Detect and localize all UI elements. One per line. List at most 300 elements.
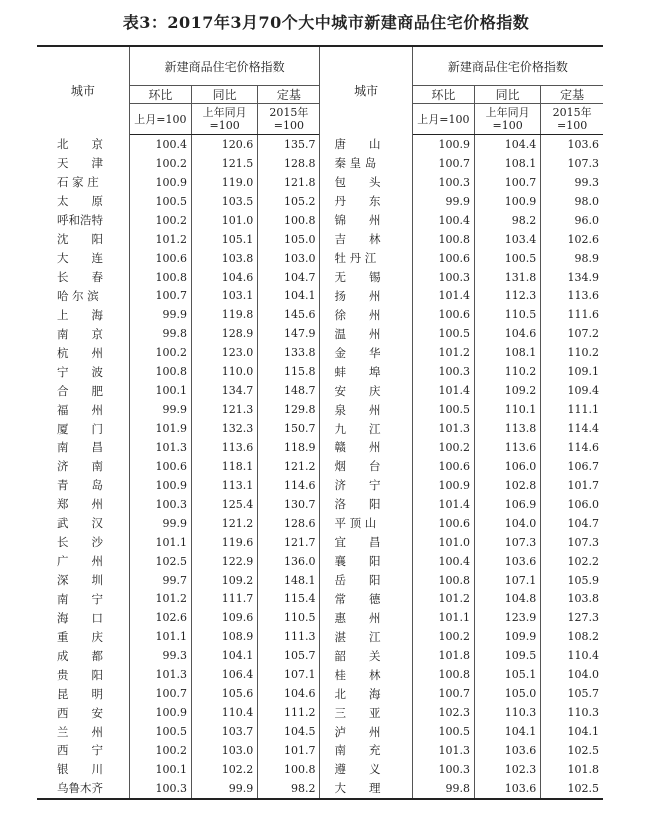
yoy-value-left: 118.1 bbox=[192, 457, 258, 476]
mom-value-left: 99.8 bbox=[129, 324, 191, 343]
fixed-value-right: 106.0 bbox=[541, 495, 603, 514]
mom-value-right: 101.2 bbox=[412, 590, 474, 609]
table-title: 表3：2017年3月70个大中城市新建商品住宅价格指数 bbox=[122, 13, 530, 32]
city-right: 蚌 埠 bbox=[320, 362, 412, 381]
fixed-value-right: 101.7 bbox=[541, 476, 603, 495]
city-right: 锦 州 bbox=[320, 211, 412, 230]
city-left: 西 宁 bbox=[37, 741, 129, 760]
yoy-value-right: 110.2 bbox=[474, 362, 540, 381]
yoy-value-left: 128.9 bbox=[192, 324, 258, 343]
city-left: 石 家 庄 bbox=[37, 173, 129, 192]
table-row bbox=[37, 608, 603, 627]
mom-value-left: 99.9 bbox=[129, 400, 191, 419]
index-group-header-left: 新建商品住宅价格指数 bbox=[129, 46, 320, 86]
mom-value-left: 100.7 bbox=[129, 287, 191, 306]
fixed-value-left: 147.9 bbox=[258, 324, 320, 343]
mom-value-left: 100.9 bbox=[129, 173, 191, 192]
table-row bbox=[37, 495, 603, 514]
mom-value-left: 100.2 bbox=[129, 154, 191, 173]
mom-value-left: 100.1 bbox=[129, 381, 191, 400]
fixed-value-right: 102.6 bbox=[541, 230, 603, 249]
mom-value-left: 101.1 bbox=[129, 533, 191, 552]
fixed-value-right: 134.9 bbox=[541, 268, 603, 287]
fixed-value-left: 135.7 bbox=[258, 135, 320, 154]
yoy-value-right: 109.5 bbox=[474, 646, 540, 665]
yoy-value-right: 104.4 bbox=[474, 135, 540, 154]
yoy-value-right: 106.9 bbox=[474, 495, 540, 514]
table-row bbox=[37, 703, 603, 722]
mom-value-left: 100.3 bbox=[129, 779, 191, 799]
fixed-value-right: 98.0 bbox=[541, 192, 603, 211]
fixed-value-left: 104.6 bbox=[258, 684, 320, 703]
mom-value-left: 101.3 bbox=[129, 438, 191, 457]
mom-value-right: 100.5 bbox=[412, 722, 474, 741]
city-right: 吉 林 bbox=[320, 230, 412, 249]
mom-value-left: 100.9 bbox=[129, 476, 191, 495]
fixed-value-right: 102.5 bbox=[541, 779, 603, 799]
yoy-value-left: 99.9 bbox=[192, 779, 258, 799]
mom-value-left: 100.9 bbox=[129, 703, 191, 722]
yoy-value-left: 125.4 bbox=[192, 495, 258, 514]
yoy-value-right: 108.1 bbox=[474, 343, 540, 362]
yoy-value-left: 121.2 bbox=[192, 514, 258, 533]
table-row bbox=[37, 722, 603, 741]
mom-value-right: 100.8 bbox=[412, 665, 474, 684]
mom-value-left: 100.5 bbox=[129, 722, 191, 741]
fixed-value-left: 111.3 bbox=[258, 627, 320, 646]
yoy-value-left: 106.4 bbox=[192, 665, 258, 684]
yoy-value-left: 109.2 bbox=[192, 571, 258, 590]
mom-header-left: 环比 bbox=[129, 86, 191, 104]
fixed-value-right: 104.0 bbox=[541, 665, 603, 684]
mom-value-right: 101.1 bbox=[412, 608, 474, 627]
fixed-value-right: 105.7 bbox=[541, 684, 603, 703]
fixed-value-left: 98.2 bbox=[258, 779, 320, 799]
fixed-value-left: 104.7 bbox=[258, 268, 320, 287]
mom-value-right: 100.2 bbox=[412, 627, 474, 646]
fixed-value-left: 100.8 bbox=[258, 760, 320, 779]
table-row bbox=[37, 419, 603, 438]
fixed-value-right: 107.3 bbox=[541, 533, 603, 552]
fixed-value-right: 104.1 bbox=[541, 722, 603, 741]
yoy-value-right: 105.0 bbox=[474, 684, 540, 703]
mom-value-right: 100.6 bbox=[412, 249, 474, 268]
mom-value-left: 102.5 bbox=[129, 552, 191, 571]
mom-value-left: 101.2 bbox=[129, 590, 191, 609]
table-row bbox=[37, 173, 603, 192]
mom-value-left: 99.9 bbox=[129, 305, 191, 324]
fixed-value-right: 109.1 bbox=[541, 362, 603, 381]
fixed-value-left: 148.7 bbox=[258, 381, 320, 400]
city-right: 温 州 bbox=[320, 324, 412, 343]
yoy-value-right: 100.9 bbox=[474, 192, 540, 211]
fixed-value-left: 105.7 bbox=[258, 646, 320, 665]
fixed-value-right: 103.8 bbox=[541, 590, 603, 609]
fixed-value-left: 103.0 bbox=[258, 249, 320, 268]
mom-value-left: 100.7 bbox=[129, 684, 191, 703]
table-row bbox=[37, 646, 603, 665]
table-row bbox=[37, 211, 603, 230]
mom-value-left: 99.7 bbox=[129, 571, 191, 590]
fixed-value-right: 111.1 bbox=[541, 400, 603, 419]
city-right: 济 宁 bbox=[320, 476, 412, 495]
city-right: 南 充 bbox=[320, 741, 412, 760]
city-right: 遵 义 bbox=[320, 760, 412, 779]
mom-value-right: 100.4 bbox=[412, 552, 474, 571]
yoy-value-right: 103.6 bbox=[474, 741, 540, 760]
mom-value-left: 100.6 bbox=[129, 249, 191, 268]
fixed-value-left: 114.6 bbox=[258, 476, 320, 495]
city-right: 泉 州 bbox=[320, 400, 412, 419]
mom-value-left: 102.6 bbox=[129, 608, 191, 627]
city-right: 洛 阳 bbox=[320, 495, 412, 514]
yoy-value-right: 110.5 bbox=[474, 305, 540, 324]
city-left: 海 口 bbox=[37, 608, 129, 627]
table-body bbox=[37, 135, 603, 799]
fixed-value-left: 130.7 bbox=[258, 495, 320, 514]
mom-value-right: 100.8 bbox=[412, 230, 474, 249]
fixed-value-left: 128.8 bbox=[258, 154, 320, 173]
city-right: 秦 皇 岛 bbox=[320, 154, 412, 173]
mom-value-left: 100.2 bbox=[129, 343, 191, 362]
fixed-value-left: 145.6 bbox=[258, 305, 320, 324]
yoy-value-left: 113.1 bbox=[192, 476, 258, 495]
yoy-value-left: 103.5 bbox=[192, 192, 258, 211]
fixed-value-right: 98.9 bbox=[541, 249, 603, 268]
mom-value-left: 100.5 bbox=[129, 192, 191, 211]
fixed-value-right: 103.6 bbox=[541, 135, 603, 154]
table-row bbox=[37, 400, 603, 419]
fixed-value-right: 110.4 bbox=[541, 646, 603, 665]
fixed-value-left: 128.6 bbox=[258, 514, 320, 533]
table-row bbox=[37, 438, 603, 457]
city-left: 重 庆 bbox=[37, 627, 129, 646]
city-right: 北 海 bbox=[320, 684, 412, 703]
city-right: 岳 阳 bbox=[320, 571, 412, 590]
fixed-value-left: 121.7 bbox=[258, 533, 320, 552]
city-right: 金 华 bbox=[320, 343, 412, 362]
fixed-value-right: 104.7 bbox=[541, 514, 603, 533]
city-right: 唐 山 bbox=[320, 135, 412, 154]
yoy-value-right: 109.2 bbox=[474, 381, 540, 400]
table-row bbox=[37, 192, 603, 211]
yoy-value-left: 120.6 bbox=[192, 135, 258, 154]
city-right: 韶 关 bbox=[320, 646, 412, 665]
city-left: 兰 州 bbox=[37, 722, 129, 741]
table-row bbox=[37, 287, 603, 306]
table-row bbox=[37, 665, 603, 684]
fixed-value-left: 121.2 bbox=[258, 457, 320, 476]
mom-value-right: 100.5 bbox=[412, 324, 474, 343]
table-row bbox=[37, 552, 603, 571]
mom-value-right: 100.6 bbox=[412, 305, 474, 324]
mom-value-right: 101.4 bbox=[412, 495, 474, 514]
fixed-value-left: 100.8 bbox=[258, 211, 320, 230]
city-right: 泸 州 bbox=[320, 722, 412, 741]
mom-value-left: 100.2 bbox=[129, 211, 191, 230]
mom-value-right: 100.2 bbox=[412, 438, 474, 457]
city-right: 平 顶 山 bbox=[320, 514, 412, 533]
mom-value-right: 100.3 bbox=[412, 760, 474, 779]
yoy-value-right: 109.9 bbox=[474, 627, 540, 646]
yoy-value-right: 110.1 bbox=[474, 400, 540, 419]
fixed-value-right: 110.2 bbox=[541, 343, 603, 362]
city-left: 深 圳 bbox=[37, 571, 129, 590]
city-left: 南 京 bbox=[37, 324, 129, 343]
yoy-value-right: 102.3 bbox=[474, 760, 540, 779]
mom-value-right: 99.8 bbox=[412, 779, 474, 799]
city-right: 牡 丹 江 bbox=[320, 249, 412, 268]
yoy-base-right: 上年同月=100 bbox=[474, 104, 540, 135]
fixed-value-left: 133.8 bbox=[258, 343, 320, 362]
mom-value-left: 100.3 bbox=[129, 495, 191, 514]
yoy-value-left: 105.1 bbox=[192, 230, 258, 249]
mom-value-left: 101.9 bbox=[129, 419, 191, 438]
mom-value-right: 100.6 bbox=[412, 514, 474, 533]
fixed-value-left: 104.5 bbox=[258, 722, 320, 741]
fixed-value-right: 107.2 bbox=[541, 324, 603, 343]
table-row bbox=[37, 457, 603, 476]
city-left: 乌鲁木齐 bbox=[37, 779, 129, 799]
mom-value-right: 100.3 bbox=[412, 173, 474, 192]
yoy-value-left: 122.9 bbox=[192, 552, 258, 571]
fixed-value-right: 102.5 bbox=[541, 741, 603, 760]
table-row bbox=[37, 305, 603, 324]
mom-value-left: 100.8 bbox=[129, 268, 191, 287]
fixed-value-left: 107.1 bbox=[258, 665, 320, 684]
fixed-value-right: 102.2 bbox=[541, 552, 603, 571]
yoy-value-right: 103.6 bbox=[474, 779, 540, 799]
table-row bbox=[37, 741, 603, 760]
yoy-value-left: 108.9 bbox=[192, 627, 258, 646]
yoy-value-right: 104.1 bbox=[474, 722, 540, 741]
city-left: 哈 尔 滨 bbox=[37, 287, 129, 306]
table-row bbox=[37, 514, 603, 533]
fixed-value-left: 136.0 bbox=[258, 552, 320, 571]
fixed-value-left: 101.7 bbox=[258, 741, 320, 760]
table-row bbox=[37, 590, 603, 609]
city-left: 成 都 bbox=[37, 646, 129, 665]
yoy-value-left: 123.0 bbox=[192, 343, 258, 362]
fixed-value-right: 111.6 bbox=[541, 305, 603, 324]
fixed-value-right: 127.3 bbox=[541, 608, 603, 627]
mom-value-left: 99.9 bbox=[129, 514, 191, 533]
mom-value-right: 100.4 bbox=[412, 211, 474, 230]
mom-value-right: 101.4 bbox=[412, 287, 474, 306]
table-row bbox=[37, 779, 603, 799]
mom-value-left: 100.1 bbox=[129, 760, 191, 779]
yoy-value-right: 102.8 bbox=[474, 476, 540, 495]
city-left: 昆 明 bbox=[37, 684, 129, 703]
yoy-value-left: 104.6 bbox=[192, 268, 258, 287]
yoy-value-left: 113.6 bbox=[192, 438, 258, 457]
mom-value-right: 100.3 bbox=[412, 362, 474, 381]
yoy-value-right: 113.6 bbox=[474, 438, 540, 457]
yoy-value-right: 106.0 bbox=[474, 457, 540, 476]
city-right: 惠 州 bbox=[320, 608, 412, 627]
mom-value-right: 101.3 bbox=[412, 741, 474, 760]
mom-value-right: 100.6 bbox=[412, 457, 474, 476]
mom-value-left: 99.3 bbox=[129, 646, 191, 665]
mom-value-right: 101.8 bbox=[412, 646, 474, 665]
fixed-value-right: 110.3 bbox=[541, 703, 603, 722]
yoy-value-left: 109.6 bbox=[192, 608, 258, 627]
city-header-left: 城市 bbox=[37, 46, 129, 135]
yoy-value-right: 104.8 bbox=[474, 590, 540, 609]
mom-value-right: 101.3 bbox=[412, 419, 474, 438]
city-right: 无 锡 bbox=[320, 268, 412, 287]
yoy-value-right: 110.3 bbox=[474, 703, 540, 722]
mom-value-right: 101.4 bbox=[412, 381, 474, 400]
city-left: 广 州 bbox=[37, 552, 129, 571]
table-row bbox=[37, 135, 603, 154]
city-right: 襄 阳 bbox=[320, 552, 412, 571]
city-left: 长 春 bbox=[37, 268, 129, 287]
fixed-value-left: 104.1 bbox=[258, 287, 320, 306]
yoy-value-right: 103.6 bbox=[474, 552, 540, 571]
mom-value-left: 100.8 bbox=[129, 362, 191, 381]
city-right: 湛 江 bbox=[320, 627, 412, 646]
mom-value-right: 100.5 bbox=[412, 400, 474, 419]
yoy-value-right: 100.5 bbox=[474, 249, 540, 268]
fixed-value-right: 96.0 bbox=[541, 211, 603, 230]
yoy-value-right: 103.4 bbox=[474, 230, 540, 249]
mom-value-left: 100.6 bbox=[129, 457, 191, 476]
table-row bbox=[37, 760, 603, 779]
city-left: 合 肥 bbox=[37, 381, 129, 400]
fixed-header-left: 定基 bbox=[258, 86, 320, 104]
yoy-value-left: 105.6 bbox=[192, 684, 258, 703]
city-left: 沈 阳 bbox=[37, 230, 129, 249]
table-row bbox=[37, 154, 603, 173]
fixed-value-left: 115.8 bbox=[258, 362, 320, 381]
yoy-value-left: 102.2 bbox=[192, 760, 258, 779]
fixed-value-right: 105.9 bbox=[541, 571, 603, 590]
mom-value-right: 100.3 bbox=[412, 268, 474, 287]
city-left: 西 安 bbox=[37, 703, 129, 722]
mom-base-left: 上月=100 bbox=[129, 104, 191, 135]
fixed-value-right: 107.3 bbox=[541, 154, 603, 173]
yoy-value-left: 132.3 bbox=[192, 419, 258, 438]
yoy-value-left: 103.1 bbox=[192, 287, 258, 306]
city-left: 南 宁 bbox=[37, 590, 129, 609]
city-left: 太 原 bbox=[37, 192, 129, 211]
yoy-value-left: 134.7 bbox=[192, 381, 258, 400]
city-right: 大 理 bbox=[320, 779, 412, 799]
yoy-base-left: 上年同月=100 bbox=[192, 104, 258, 135]
fixed-value-right: 109.4 bbox=[541, 381, 603, 400]
city-left: 北 京 bbox=[37, 135, 129, 154]
mom-value-right: 102.3 bbox=[412, 703, 474, 722]
yoy-value-left: 103.8 bbox=[192, 249, 258, 268]
city-right: 徐 州 bbox=[320, 305, 412, 324]
city-left: 福 州 bbox=[37, 400, 129, 419]
table-row bbox=[37, 230, 603, 249]
mom-header-right: 环比 bbox=[412, 86, 474, 104]
mom-value-right: 100.7 bbox=[412, 154, 474, 173]
table-row bbox=[37, 343, 603, 362]
yoy-value-left: 119.0 bbox=[192, 173, 258, 192]
yoy-value-right: 104.0 bbox=[474, 514, 540, 533]
yoy-value-left: 119.8 bbox=[192, 305, 258, 324]
fixed-header-right: 定基 bbox=[541, 86, 603, 104]
city-left: 宁 波 bbox=[37, 362, 129, 381]
mom-value-left: 101.1 bbox=[129, 627, 191, 646]
yoy-value-right: 107.3 bbox=[474, 533, 540, 552]
yoy-header-left: 同比 bbox=[192, 86, 258, 104]
table-row bbox=[37, 324, 603, 343]
fixed-base-left: 2015年=100 bbox=[258, 104, 320, 135]
mom-value-left: 100.4 bbox=[129, 135, 191, 154]
fixed-value-left: 105.2 bbox=[258, 192, 320, 211]
yoy-value-right: 105.1 bbox=[474, 665, 540, 684]
yoy-value-left: 103.7 bbox=[192, 722, 258, 741]
yoy-value-right: 98.2 bbox=[474, 211, 540, 230]
mom-value-left: 101.2 bbox=[129, 230, 191, 249]
yoy-value-left: 111.7 bbox=[192, 590, 258, 609]
city-left: 厦 门 bbox=[37, 419, 129, 438]
city-left: 武 汉 bbox=[37, 514, 129, 533]
index-group-header-right: 新建商品住宅价格指数 bbox=[412, 46, 603, 86]
table-row bbox=[37, 627, 603, 646]
fixed-value-right: 99.3 bbox=[541, 173, 603, 192]
city-right: 三 亚 bbox=[320, 703, 412, 722]
city-left: 贵 阳 bbox=[37, 665, 129, 684]
city-right: 常 德 bbox=[320, 590, 412, 609]
city-left: 杭 州 bbox=[37, 343, 129, 362]
yoy-value-left: 101.0 bbox=[192, 211, 258, 230]
fixed-value-left: 118.9 bbox=[258, 438, 320, 457]
yoy-value-right: 131.8 bbox=[474, 268, 540, 287]
mom-value-right: 100.9 bbox=[412, 135, 474, 154]
fixed-value-left: 129.8 bbox=[258, 400, 320, 419]
yoy-value-left: 103.0 bbox=[192, 741, 258, 760]
yoy-value-right: 123.9 bbox=[474, 608, 540, 627]
city-right: 赣 州 bbox=[320, 438, 412, 457]
yoy-value-left: 121.5 bbox=[192, 154, 258, 173]
yoy-header-right: 同比 bbox=[474, 86, 540, 104]
yoy-value-left: 119.6 bbox=[192, 533, 258, 552]
city-right: 丹 东 bbox=[320, 192, 412, 211]
yoy-value-right: 113.8 bbox=[474, 419, 540, 438]
city-left: 济 南 bbox=[37, 457, 129, 476]
fixed-base-right: 2015年=100 bbox=[541, 104, 603, 135]
city-right: 扬 州 bbox=[320, 287, 412, 306]
mom-value-right: 101.0 bbox=[412, 533, 474, 552]
mom-value-left: 100.2 bbox=[129, 741, 191, 760]
table-row bbox=[37, 362, 603, 381]
city-header-right: 城市 bbox=[320, 46, 412, 135]
yoy-value-right: 108.1 bbox=[474, 154, 540, 173]
city-left: 上 海 bbox=[37, 305, 129, 324]
city-left: 天 津 bbox=[37, 154, 129, 173]
fixed-value-left: 115.4 bbox=[258, 590, 320, 609]
mom-value-right: 100.7 bbox=[412, 684, 474, 703]
mom-value-left: 101.3 bbox=[129, 665, 191, 684]
mom-value-right: 101.2 bbox=[412, 343, 474, 362]
city-right: 包 头 bbox=[320, 173, 412, 192]
yoy-value-right: 100.7 bbox=[474, 173, 540, 192]
fixed-value-left: 150.7 bbox=[258, 419, 320, 438]
table-row bbox=[37, 571, 603, 590]
city-left: 南 昌 bbox=[37, 438, 129, 457]
mom-value-right: 100.9 bbox=[412, 476, 474, 495]
table-row bbox=[37, 476, 603, 495]
yoy-value-right: 107.1 bbox=[474, 571, 540, 590]
yoy-value-right: 112.3 bbox=[474, 287, 540, 306]
table-row bbox=[37, 684, 603, 703]
mom-value-right: 100.8 bbox=[412, 571, 474, 590]
